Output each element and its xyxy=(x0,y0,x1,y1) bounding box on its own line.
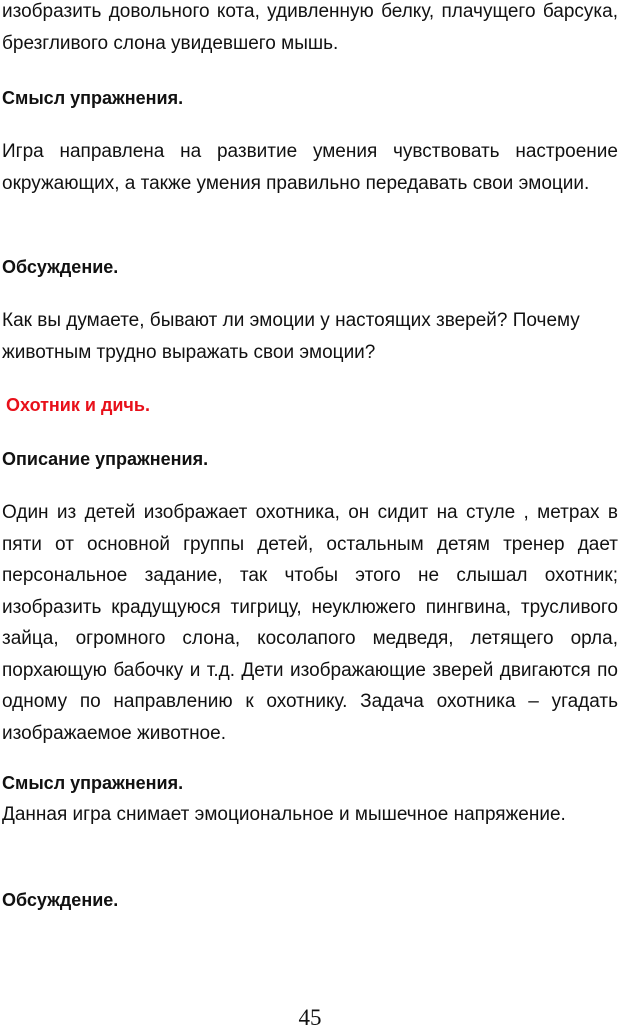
heading-meaning-2: Смысл упражнения. xyxy=(2,773,184,793)
heading-discussion-2: Обсуждение. xyxy=(2,890,119,910)
continued-paragraph: изобразить довольного кота, удивленную белку, плачущего барсука, брезгливого слона увидевшего мышь. xyxy=(2,1,618,54)
discussion-1-paragraph: Как вы думаете, бывают ли эмоции у настоящих зверей? Почему животным трудно выражать свои эмоции? xyxy=(2,310,580,363)
heading-description: Описание упражнения. xyxy=(2,449,209,469)
meaning-1-paragraph: Игра направлена на развитие умения чувствовать настроение окружающих, а также умения правильно передавать свои эмоции. xyxy=(2,141,618,194)
game-title: Охотник и дичь. xyxy=(6,395,150,415)
heading-meaning-1: Смысл упражнения. xyxy=(2,88,184,108)
page-number: 45 xyxy=(298,1005,322,1030)
heading-discussion-1: Обсуждение. xyxy=(2,257,119,277)
meaning-2-paragraph: Данная игра снимает эмоциональное и мышечное напряжение. xyxy=(2,804,566,825)
description-paragraph: Один из детей изображает охотника, он сидит на стуле , метрах в пяти от основной группы детей, остальным детям тренер дает персональное задание, так чтобы этого не слышал охотник; изобразить крадущуюся тигрицу, неуклюжего пингвина, трусливого зайца, огромного слона, косолапого медведя, летящего орла, порхающую бабочку и т.д. Дети изображающие зверей двигаются по одному по направлению к охотнику. Задача охотника – угадать изображаемое животное. xyxy=(2,502,618,744)
